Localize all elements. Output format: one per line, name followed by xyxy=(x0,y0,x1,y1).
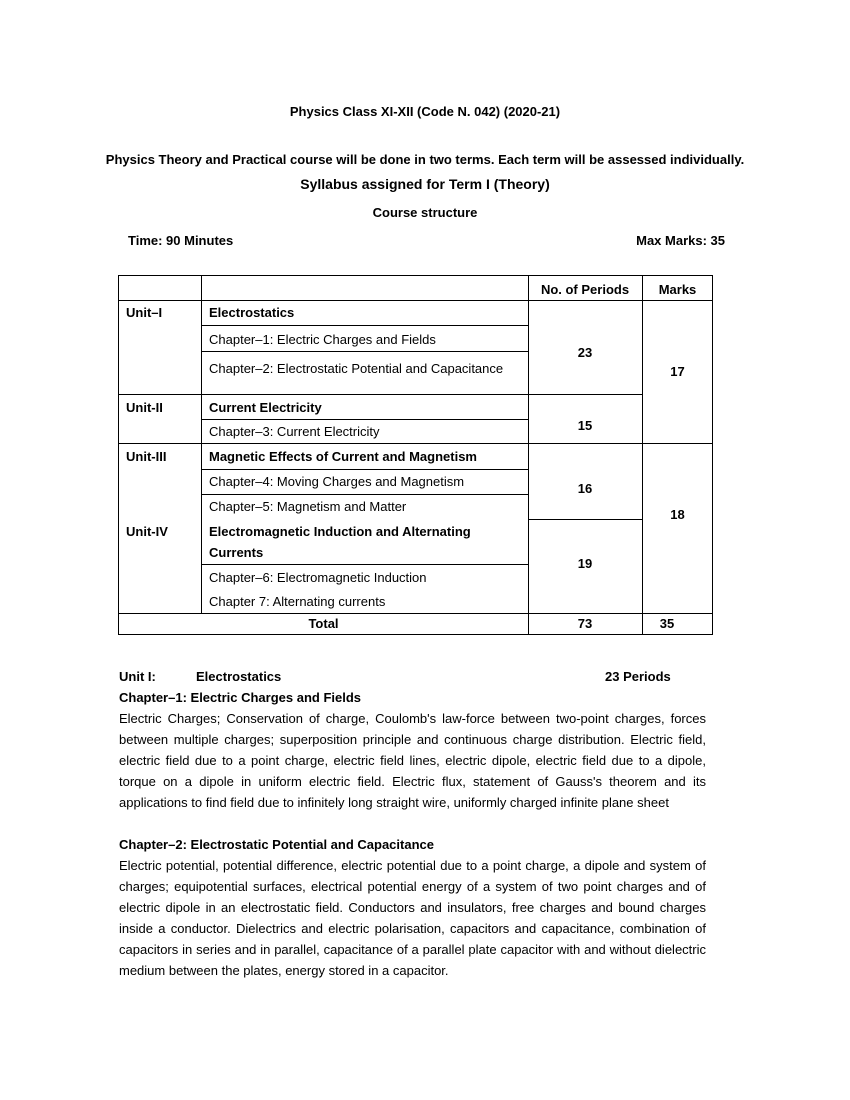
row-divider xyxy=(119,613,713,614)
chapter-label: Chapter 7: Alternating currents xyxy=(209,594,386,609)
row-divider xyxy=(201,325,528,326)
unit-label: Unit-IV xyxy=(126,524,168,539)
row-divider xyxy=(201,351,528,352)
marks-column-header: Marks xyxy=(658,282,697,297)
row-divider xyxy=(119,443,713,444)
unit-title-continued: Currents xyxy=(209,545,264,560)
course-structure-table xyxy=(118,275,713,635)
periods-value: 23 xyxy=(577,345,593,360)
chapter-label: Chapter–5: Magnetism and Matter xyxy=(209,499,407,514)
time-label: Time: 90 Minutes xyxy=(128,233,234,248)
row-divider xyxy=(201,469,528,470)
max-marks-label: Max Marks: 35 xyxy=(636,233,725,248)
total-marks: 35 xyxy=(659,616,675,631)
row-divider xyxy=(528,519,642,520)
row-divider xyxy=(201,564,528,565)
total-label: Total xyxy=(308,616,339,631)
intro-text: Physics Theory and Practical course will be done in two terms. Each term will be assessed individually. xyxy=(105,152,745,167)
chapter-label: Chapter–1: Electric Charges and Fields xyxy=(209,332,436,347)
unit-label: Unit–I xyxy=(126,305,163,320)
chapter-label: Chapter–3: Current Electricity xyxy=(209,424,380,439)
chapter-2-content: Electric potential, potential difference, electric potential due to a point charge, a dipole and system of charges; equipotential surfaces, electrical potential energy of a system of two point charges and of electric dipole in an electrostatic field. Conductors and insulators, free charges and bound charges inside a conductor. Dielectrics and electric polarisation, capacitors and capacitance, combination of capacitors in series and in parallel, capacitance of a parallel plate capacitor with and without dielectric medium between the plates, energy stored in a capacitor. xyxy=(119,858,706,978)
chapter-2-heading: Chapter–2: Electrostatic Potential and Capacitance xyxy=(119,837,434,852)
unit-title: Electromagnetic Induction and Alternating xyxy=(209,524,471,539)
col-divider xyxy=(642,276,643,635)
unit-title: Electrostatics xyxy=(209,305,295,320)
row-divider xyxy=(201,494,528,495)
periods-value: 16 xyxy=(577,481,593,496)
periods-value: 19 xyxy=(577,556,593,571)
row-divider xyxy=(201,419,528,420)
marks-value: 17 xyxy=(670,364,685,379)
unit-title: Current Electricity xyxy=(209,400,322,415)
col-divider xyxy=(201,276,202,613)
periods-value: 15 xyxy=(577,418,593,433)
course-structure-heading: Course structure xyxy=(372,205,478,220)
syllabus-heading: Syllabus assigned for Term I (Theory) xyxy=(300,176,550,192)
total-periods: 73 xyxy=(577,616,593,631)
periods-column-header: No. of Periods xyxy=(540,282,630,297)
unit-label: Unit-II xyxy=(126,400,163,415)
unit-label: Unit-III xyxy=(126,449,167,464)
unit-title: Magnetic Effects of Current and Magnetism xyxy=(209,449,477,464)
row-divider xyxy=(119,300,713,301)
col-divider xyxy=(528,276,529,635)
chapter-label: Chapter–2: Electrostatic Potential and Capacitance xyxy=(209,361,504,376)
marks-value: 18 xyxy=(670,507,685,522)
chapter-1-heading: Chapter–1: Electric Charges and Fields xyxy=(119,690,362,705)
page-title: Physics Class XI-XII (Code N. 042) (2020-21) xyxy=(289,104,561,119)
row-divider xyxy=(119,394,642,395)
unit-heading-periods: 23 Periods xyxy=(605,669,671,684)
unit-heading-label: Unit I: xyxy=(119,669,156,684)
chapter-label: Chapter–6: Electromagnetic Induction xyxy=(209,570,427,585)
chapter-1-content: Electric Charges; Conservation of charge, Coulomb's law-force between two-point charges, forces between multiple charges; superposition principle and continuous charge distribution. Electric field, electric field due to a point charge, electric field lines, electric dipole, electric field due to a dipole, torque on a dipole in uniform electric field. Electric flux, statement of Gauss's theorem and its applications to find field due to infinitely long straight wire, uniformly charged infinite plane sheet xyxy=(119,711,706,810)
chapter-label: Chapter–4: Moving Charges and Magnetism xyxy=(209,474,465,489)
unit-heading-name: Electrostatics xyxy=(196,669,282,684)
